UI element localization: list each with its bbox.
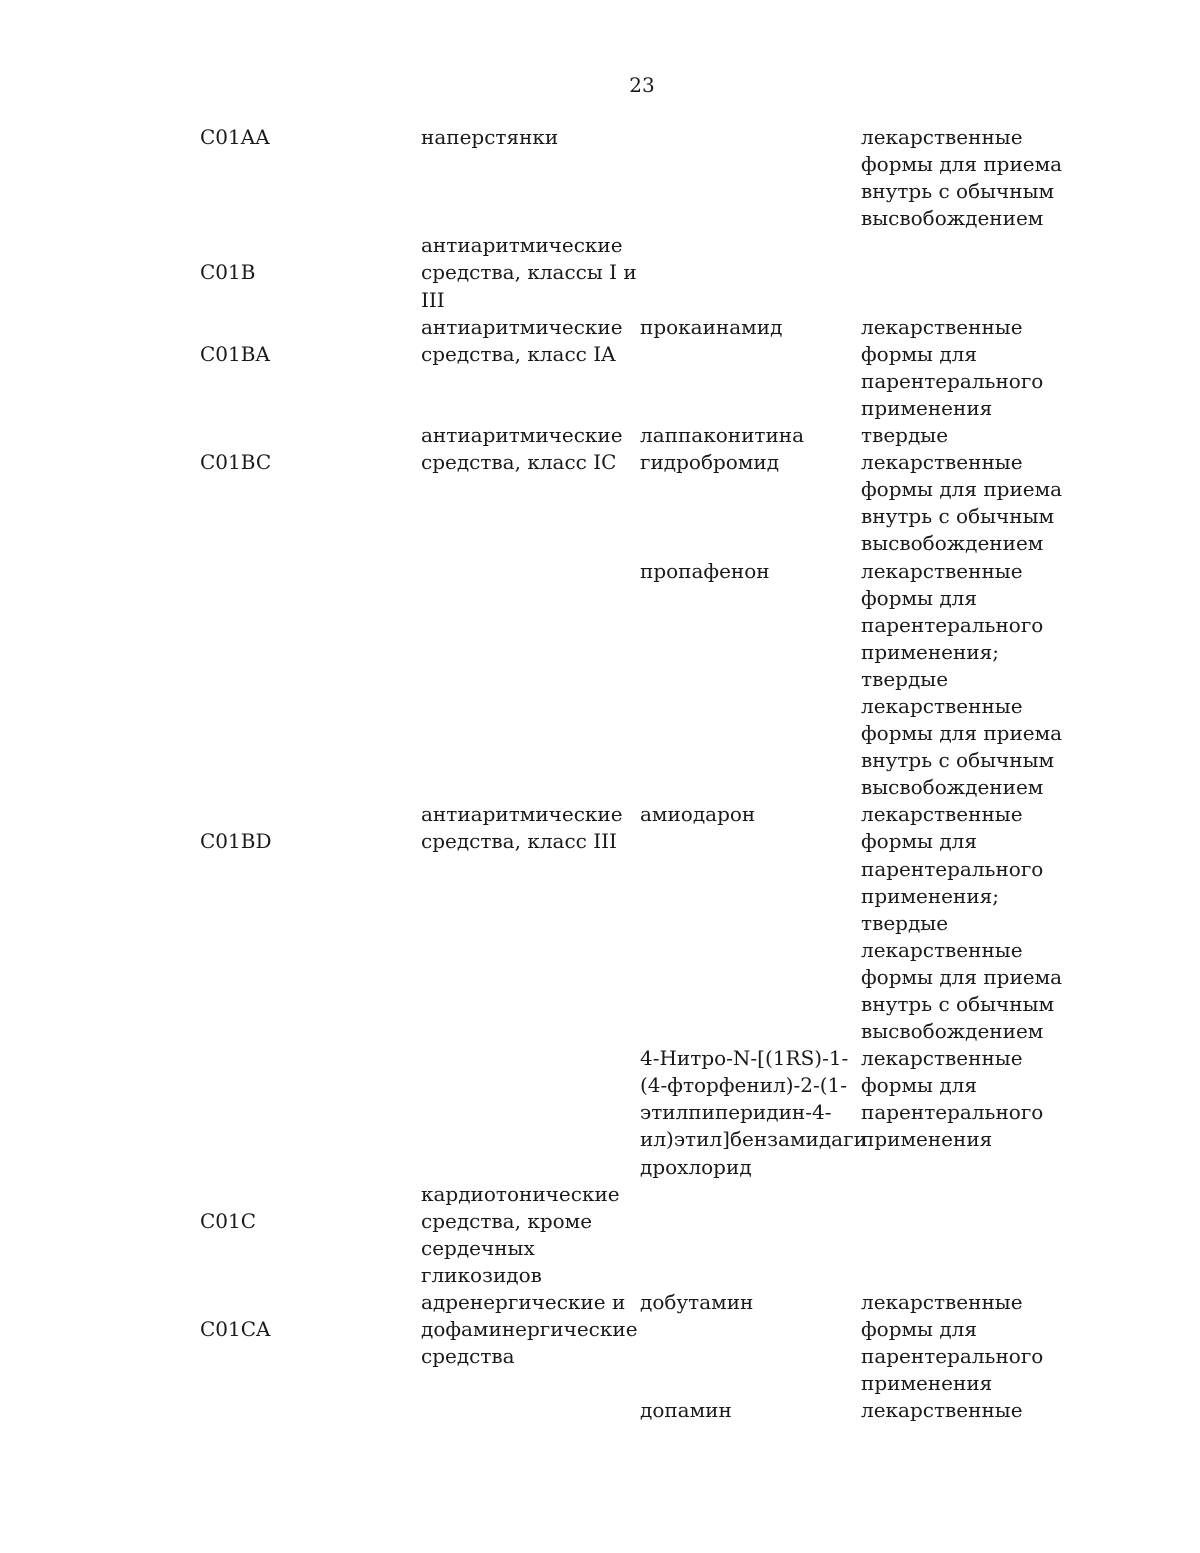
dosage-form-cell: лекарственные формы для парентерального применения; твердые лекарственные формы для приема внутрь с обычным высвобождением (861, 558, 1063, 800)
group-name-cell: кардиотонические средства, кроме сердечных гликозидов (421, 1181, 620, 1287)
table-row (200, 558, 1080, 802)
dosage-form-cell: лекарственные формы для приема внутрь с обычным высвобождением (861, 125, 1063, 231)
atc-code-cell: C01CA (200, 1317, 271, 1342)
table-row (200, 124, 1080, 232)
dosage-form-cell: лекарственные (861, 1398, 1023, 1423)
table-row (200, 232, 1080, 313)
dosage-form-cell: лекарственные формы для парентерального применения (861, 1290, 1044, 1396)
drug-name-cell: допамин (640, 1398, 732, 1423)
page-number: 23 (629, 73, 655, 97)
drug-name-cell: амиодарон (640, 802, 756, 827)
group-name-cell: наперстянки (421, 125, 559, 149)
atc-code-cell: C01B (200, 260, 256, 285)
table-row (200, 314, 1080, 422)
drug-name-cell: прокаинамид (640, 314, 783, 339)
table-row (200, 1289, 1080, 1397)
drug-name-cell: добутамин (640, 1290, 754, 1315)
table-row (200, 801, 1080, 1045)
drug-name-cell: пропафенон (640, 558, 770, 583)
atc-code-cell: C01BA (200, 341, 270, 366)
drug-table (200, 124, 1080, 1425)
table-row (200, 1045, 1080, 1180)
dosage-form-cell: лекарственные формы для парентерального применения (861, 1046, 1044, 1152)
table-row (200, 422, 1080, 557)
table-row (200, 1397, 1080, 1424)
dosage-form-cell: лекарственные формы для парентерального применения (861, 314, 1044, 420)
atc-code-cell: C01BD (200, 829, 272, 854)
atc-code-cell: C01BC (200, 450, 272, 475)
atc-code-cell: C01AA (200, 125, 270, 149)
group-name-cell: адренергические и дофаминергические средства (421, 1290, 638, 1369)
table-row (200, 1181, 1080, 1289)
dosage-form-cell: лекарственные формы для парентерального применения; твердые лекарственные формы для приема внутрь с обычным высвобождением (861, 802, 1063, 1044)
drug-name-cell: 4-Нитро-N-[(1RS)-1- (4-фторфенил)-2-(1- этилпиперидин-4- ил)этил]бензамидаги дрохлорид (640, 1046, 867, 1179)
drug-name-cell: лаппаконитина гидробромид (640, 423, 805, 475)
group-name-cell: антиаритмические средства, классы I и III (421, 233, 637, 312)
group-name-cell: антиаритмические средства, класс IC (421, 423, 623, 475)
atc-code-cell: C01C (200, 1208, 257, 1233)
dosage-form-cell: твердые лекарственные формы для приема внутрь с обычным высвобождением (861, 423, 1063, 556)
group-name-cell: антиаритмические средства, класс III (421, 802, 623, 854)
group-name-cell: антиаритмические средства, класс IA (421, 314, 623, 366)
